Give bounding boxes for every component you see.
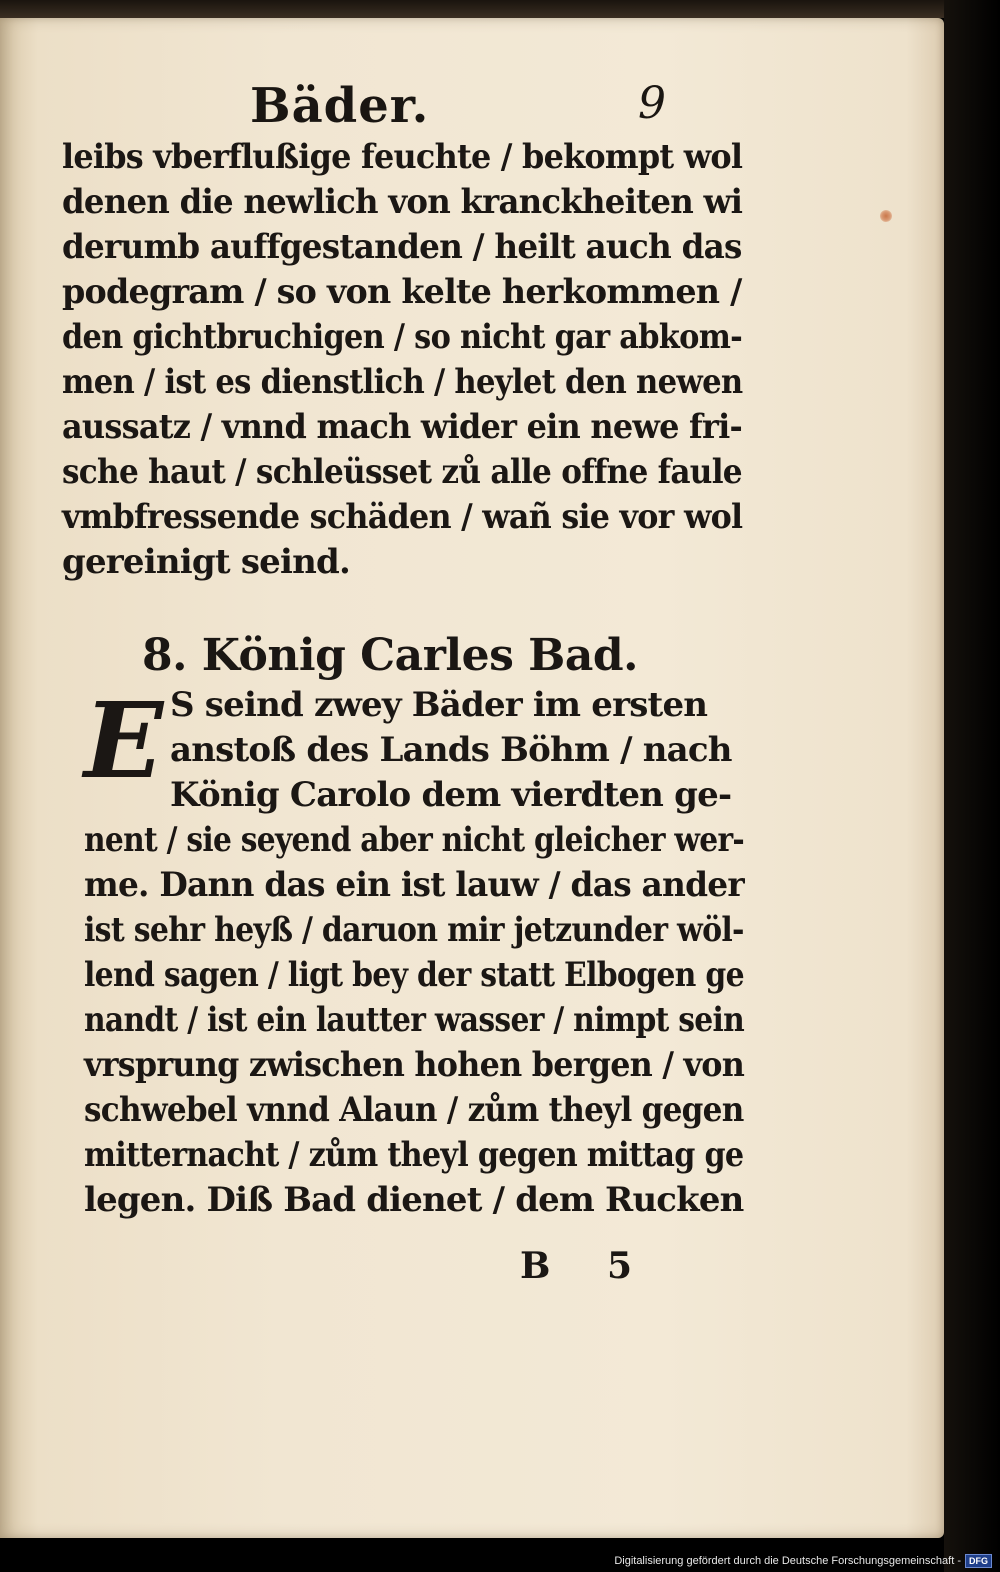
- text-line: podegram / so von kelte herkommen /: [62, 272, 742, 312]
- text-line: nandt / ist ein lautter wasser / nimpt sein: [84, 1000, 745, 1040]
- text-line: König Carolo dem vierdten ge-: [170, 775, 732, 815]
- text-line: vmbfressende schäden / wañ sie vor wol: [62, 497, 743, 537]
- section-heading: 8. König Carles Bad.: [142, 630, 638, 681]
- page-header: [250, 78, 680, 138]
- text-line: gereinigt seind.: [62, 542, 351, 582]
- text-line: denen die newlich von kranckheiten wi: [62, 182, 743, 222]
- dfg-logo: DFG: [965, 1554, 992, 1568]
- credit-text: Digitalisierung gefördert durch die Deutsche Forschungsgemeinschaft -: [614, 1555, 961, 1567]
- text-line: leibs vberflußige feuchte / bekompt wol: [62, 137, 743, 177]
- text-line: nent / sie seyend aber nicht gleicher wer-: [84, 820, 745, 860]
- text-line: men / ist es dienstlich / heylet den newen: [62, 362, 743, 402]
- paper-stain: [880, 210, 892, 222]
- text-line: derumb auffgestanden / heilt auch das: [62, 227, 742, 267]
- signature-mark: B 5: [520, 1245, 655, 1287]
- text-line: sche haut / schleüsset zů alle offne faule: [62, 452, 742, 492]
- text-line: me. Dann das ein ist lauw / das ander: [84, 865, 744, 905]
- text-line: mitternacht / zům theyl gegen mittag ge: [84, 1135, 744, 1175]
- running-head: Bäder.: [250, 78, 430, 134]
- text-line: aussatz / vnnd mach wider ein newe fri-: [62, 407, 742, 447]
- scan-right-edge: [944, 0, 1000, 1572]
- section-body: [84, 679, 745, 1223]
- digitization-credit: [614, 1554, 992, 1568]
- text-line: anstoß des Lands Böhm / nach: [170, 730, 732, 770]
- text-line: S seind zwey Bäder im ersten: [170, 685, 708, 725]
- scan-top-edge: [0, 0, 944, 18]
- text-line: vrsprung zwischen hohen bergen / von: [84, 1045, 745, 1085]
- text-line: lend sagen / ligt bey der statt Elbogen ge: [84, 955, 744, 995]
- text-line: ist sehr heyß / daruon mir jetzunder wöl-: [84, 910, 744, 950]
- text-line: legen. Diß Bad dienet / dem Rucken: [84, 1180, 744, 1220]
- decorated-initial: E: [84, 679, 164, 802]
- paragraph-continued: [62, 135, 742, 585]
- page-number: 9: [638, 78, 666, 129]
- text-line: den gichtbruchigen / so nicht gar abkom-: [62, 317, 743, 357]
- text-line: schwebel vnnd Alaun / zům theyl gegen: [84, 1090, 744, 1130]
